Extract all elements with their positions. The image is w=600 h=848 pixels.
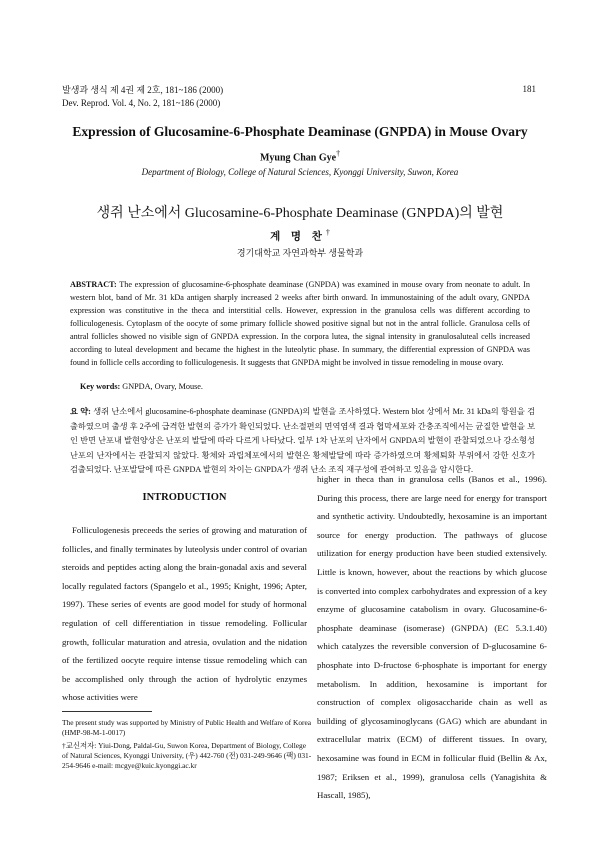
- journal-header-korean: 발생과 생식 제 4권 제 2호, 181~186 (2000): [62, 85, 224, 95]
- author-name: Myung Chan Gye: [259, 152, 337, 164]
- korean-author-name: 계 명 찬: [270, 231, 326, 243]
- keywords: [80, 382, 203, 391]
- page-number: 181: [522, 84, 536, 94]
- left-column: [62, 492, 307, 707]
- journal-header: [62, 84, 223, 110]
- korean-abstract-label: 요 약:: [70, 407, 91, 416]
- author-mark: †: [336, 149, 341, 158]
- abstract-label: ABSTRACT:: [70, 280, 117, 289]
- footnotes: [62, 718, 312, 771]
- journal-header-english: Dev. Reprod. Vol. 4, No. 2, 181~186 (2000): [62, 98, 221, 108]
- author-line: [0, 149, 600, 163]
- keywords-label: Key words:: [80, 382, 121, 391]
- keywords-text: GNPDA, Ovary, Mouse.: [120, 382, 203, 391]
- korean-abstract-text: 생쥐 난소에서 glucosamine-6-phosphate deaminase (GNPDA)의 발현을 조사하였다. Western blot 상에서 Mr. 31 kDa의 항원을 검출하였으며 출생 후 2주에 급격한 발현의 증가가 확인되었다. 난소절편의 면역염색 결과 협막세포와 간충조직에서는 균질한 발현을 보인 반면 난포내 발현양상은 난포의 발달에 따라 다르게 나타났다. 일부 1차 난포의 난자에서 GNPDA의 발현이 관찰되었으나 강소형성 난포의 난자에서는 관찰되지 않았다. 황체와 과립체포에서의 발현은 황체발달에 따라 증가하였으며 황체퇴화 부위에서 강한 신호가 검출되었다. 난포발달에 따른 GNPDA 발현의 차이는 GNPDA가 생쥐 난소 조직 재구성에 관여하고 있음을 암시한다.: [70, 407, 535, 474]
- footnote-correspondence: †교신저자: Yiui-Dong, Paldal-Gu, Suwon Korea, Department of Biology, College of Natural Sciences, Kyonggi University, (우) 442-760 (전) 031-249-9646 (팩) 031-254-9646 e-mail: mcgye@kuic.kyonggi.ac.kr: [62, 741, 312, 770]
- abstract: [70, 278, 530, 369]
- footnote-support: The present study was supported by Ministry of Public Health and Welfare of Korea (HMP-98-M-1-0017): [62, 718, 312, 737]
- affiliation: Department of Biology, College of Natural Sciences, Kyonggi University, Suwon, Korea: [141, 167, 459, 177]
- paper-title: Expression of Glucosamine-6-Phosphate Deaminase (GNPDA) in Mouse Ovary: [72, 124, 528, 139]
- korean-author-mark: †: [325, 228, 330, 237]
- korean-author-line: [0, 228, 600, 244]
- footnote-divider: [62, 711, 152, 712]
- korean-affiliation: 경기대학교 자연과학부 생물학과: [236, 248, 364, 258]
- introduction-heading: INTRODUCTION: [142, 492, 227, 503]
- introduction-right-paragraph: higher in theca than in granulosa cells (Banos et al., 1996). During this process, there are large need for energy for transport and synthetic activity. Undoubtedly, hexosamine is an important source for energy production. The pathways of glucose utilization for energy production have been studied extensively. Little is known, however, about the reactions by which glucose is converted into complex carbohydrates and expression of a key enzyme of glucosamine catabolism in ovary. Glucosamine-6-phosphate deaminase (isomerase) (GNPDA) (EC 5.3.1.40) which catalyzes the reversible conversion of D-glucosamine 6-phosphate into D-fructose 6-phosphate is important for energy metabolism. In addition, hexosamine is important for construction of complex oligosaccharide chain as well as building of glycosaminoglycans (GAG) which are abundant in extracellular matrix (ECM) of different tissues. In ovary, hexosamine was found in ECM in follicular fluid (Bellin & Ax, 1987; Eriksen et al., 1999), granulosa cells (Yanagishita & Hascall, 1985),: [317, 474, 547, 801]
- right-column: [317, 470, 547, 805]
- korean-title: 생쥐 난소에서 Glucosamine-6-Phosphate Deaminase (GNPDA)의 발현: [96, 206, 504, 221]
- introduction-left-paragraph: Folliculogenesis preceeds the series of growing and maturation of follicles, and finally terminates by luteolysis under control of ovarian steroids and peptides acting along the brain-gonadal axis and several locally regulated factors (Spangelo et al., 1995; Knight, 1996; Apter, 1997). These series of events are good model for study of hormonal regulation of cell differentiation in tissue remodeling. Follicular growth, follicular maturation and atresia, ovulation and the nidation of the fertilized oocyte require intense tissue remodeling which can be accomplished only through the action of hydrolytic enzymes whose activities were: [62, 525, 307, 703]
- korean-abstract: [70, 405, 535, 478]
- abstract-text: The expression of glucosamine-6-phosphate deaminase (GNPDA) was examined in mouse ovary from neonate to adult. In western blot, band of Mr. 31 kDa antigen sharply increased 2 weeks after birth onward. In immunostaining of the adult ovary, GNPDA expression was constitutive in the theca and interstitial cells. However, expression in the granulosa cells was different according to folliculogenesis. Cytoplasm of the oocyte of some primary follicle showed positive signal but not in the antral follicle. Granulosa cells of antral follicles showed no visible sign of GNPDA expression. In the corpora lutea, the signal intensity in granulosaluteal cells increased according to luteal development and became the highest in the luteolytic phase. In summary, the differential expression of GNPDA was found in follicle cells according to folliculogenesis. It suggests that GNPDA might be involved in tissue remodeling in mouse ovary.: [70, 280, 530, 367]
